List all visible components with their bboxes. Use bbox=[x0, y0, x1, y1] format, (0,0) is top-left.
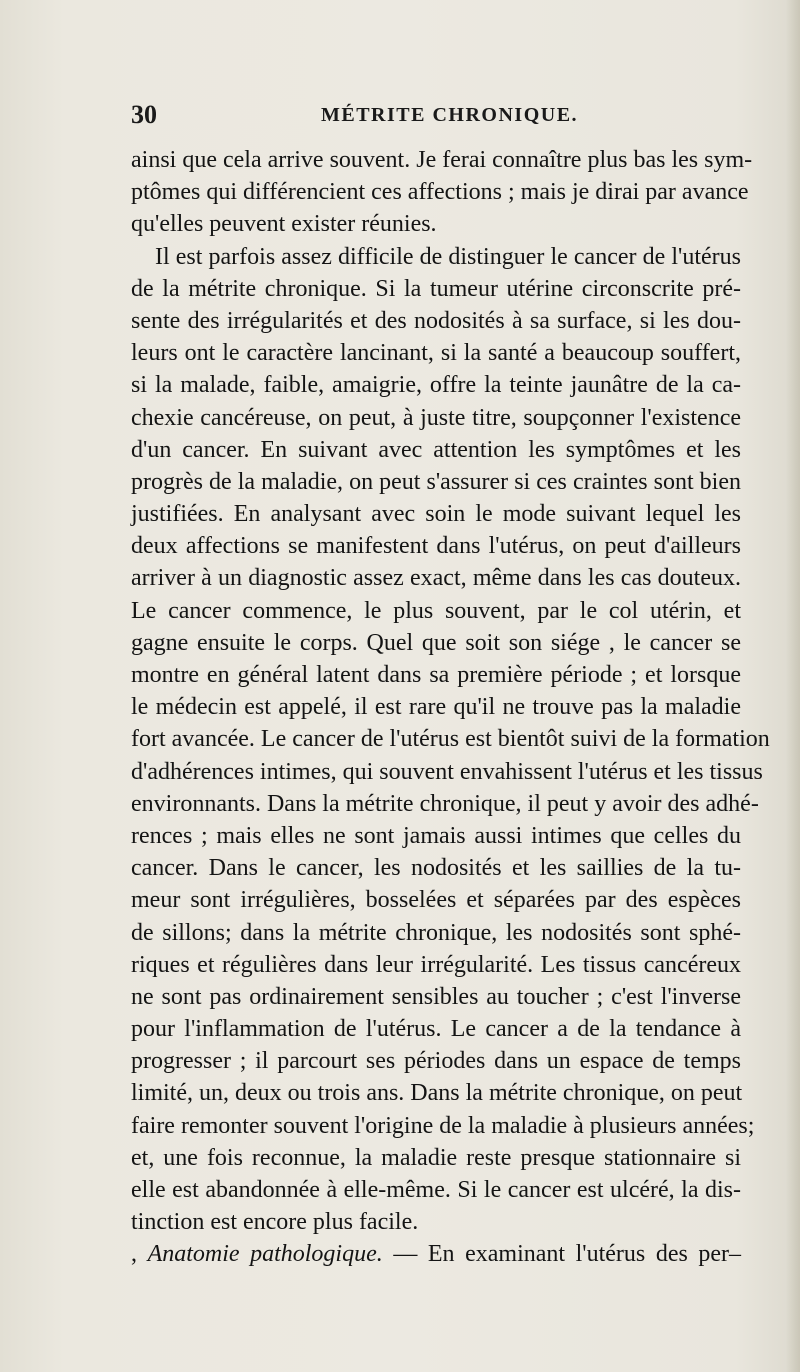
text-line: de sillons; dans la métrite chronique, les nodosités sont sphé- bbox=[131, 919, 741, 946]
page-header bbox=[131, 100, 741, 134]
page-edge-shadow bbox=[786, 0, 800, 1372]
text-line: elle est abandonnée à elle-même. Si le cancer est ulcéré, la dis- bbox=[131, 1177, 741, 1203]
text-line: d'adhérences intimes, qui souvent envahissent l'utérus et les tissus bbox=[131, 758, 763, 785]
text-line: justifiées. En analysant avec soin le mode suivant lequel les bbox=[131, 501, 741, 528]
text-line: progrès de la maladie, on peut s'assurer si ces craintes sont bien bbox=[131, 468, 741, 495]
text-line: limité, un, deux ou trois ans. Dans la métrite chronique, on peut bbox=[131, 1080, 743, 1107]
text-line: ptômes qui différencient ces affections ; mais je dirai par avance bbox=[131, 179, 749, 206]
text-line: le médecin est appelé, il est rare qu'il ne trouve pas la maladie bbox=[131, 694, 741, 721]
text-line: gagne ensuite le corps. Quel que soit son siége , le cancer se bbox=[131, 629, 741, 656]
text-line: ne sont pas ordinairement sensibles au toucher ; c'est l'inverse bbox=[131, 983, 741, 1010]
section-title: Anatomie pathologique. bbox=[147, 1241, 383, 1268]
text-line: de la métrite chronique. Si la tumeur utérine circonscrite pré- bbox=[131, 275, 741, 302]
text-line: arriver à un diagnostic assez exact, même dans les cas douteux. bbox=[131, 565, 741, 592]
text-line: riques et régulières dans leur irrégularité. Les tissus cancéreux bbox=[131, 951, 741, 978]
text-line: rences ; mais elles ne sont jamais aussi intimes que celles du bbox=[131, 822, 741, 849]
text-line: montre en général latent dans sa première période ; et lorsque bbox=[131, 662, 741, 688]
text-line: ainsi que cela arrive souvent. Je ferai connaître plus bas les sym- bbox=[131, 147, 753, 173]
text-line: Le cancer commence, le plus souvent, par le col utérin, et bbox=[131, 597, 741, 624]
text-line: leurs ont le caractère lancinant, si la santé a beaucoup souffert, bbox=[131, 340, 741, 367]
text-line: cancer. Dans le cancer, les nodosités et les saillies de la tu- bbox=[131, 855, 741, 882]
text-line: d'un cancer. En suivant avec attention les symptômes et les bbox=[131, 436, 741, 463]
text-line: qu'elles peuvent exister réunies. bbox=[131, 211, 437, 238]
text-line: sente des irrégularités et des nodosités à sa surface, si les dou- bbox=[131, 307, 741, 334]
text-line: deux affections se manifestent dans l'utérus, on peut d'ailleurs bbox=[131, 533, 741, 560]
section-heading-line bbox=[131, 1238, 741, 1270]
text-line: pour l'inflammation de l'utérus. Le cancer a de la tendance à bbox=[131, 1016, 741, 1043]
page-number: 30 bbox=[131, 100, 157, 129]
text-line: progresser ; il parcourt ses périodes dans un espace de temps bbox=[131, 1048, 741, 1075]
text-line: si la malade, faible, amaigrie, offre la teinte jaunâtre de la ca- bbox=[131, 372, 741, 399]
text-line: tinction est encore plus facile. bbox=[131, 1209, 419, 1236]
running-title: MÉTRITE CHRONIQUE. bbox=[321, 104, 579, 126]
text-line: fort avancée. Le cancer de l'utérus est bientôt suivi de la formation bbox=[131, 726, 770, 753]
final-line-lead: , bbox=[131, 1241, 137, 1268]
text-line: Il est parfois assez difficile de distinguer le cancer de l'utérus bbox=[155, 243, 741, 270]
text-line: faire remonter souvent l'origine de la maladie à plusieurs années; bbox=[131, 1112, 755, 1139]
text-line: meur sont irrégulières, bosselées et séparées par des espèces bbox=[131, 887, 741, 914]
final-line-rest: — En examinant l'utérus des per– bbox=[382, 1241, 742, 1268]
text-line: et, une fois reconnue, la maladie reste presque stationnaire si bbox=[131, 1144, 741, 1171]
body-text bbox=[131, 144, 770, 1271]
text-line: chexie cancéreuse, on peut, à juste titre, soupçonner l'existence bbox=[131, 404, 741, 431]
text-line: environnants. Dans la métrite chronique, il peut y avoir des adhé- bbox=[131, 790, 759, 817]
